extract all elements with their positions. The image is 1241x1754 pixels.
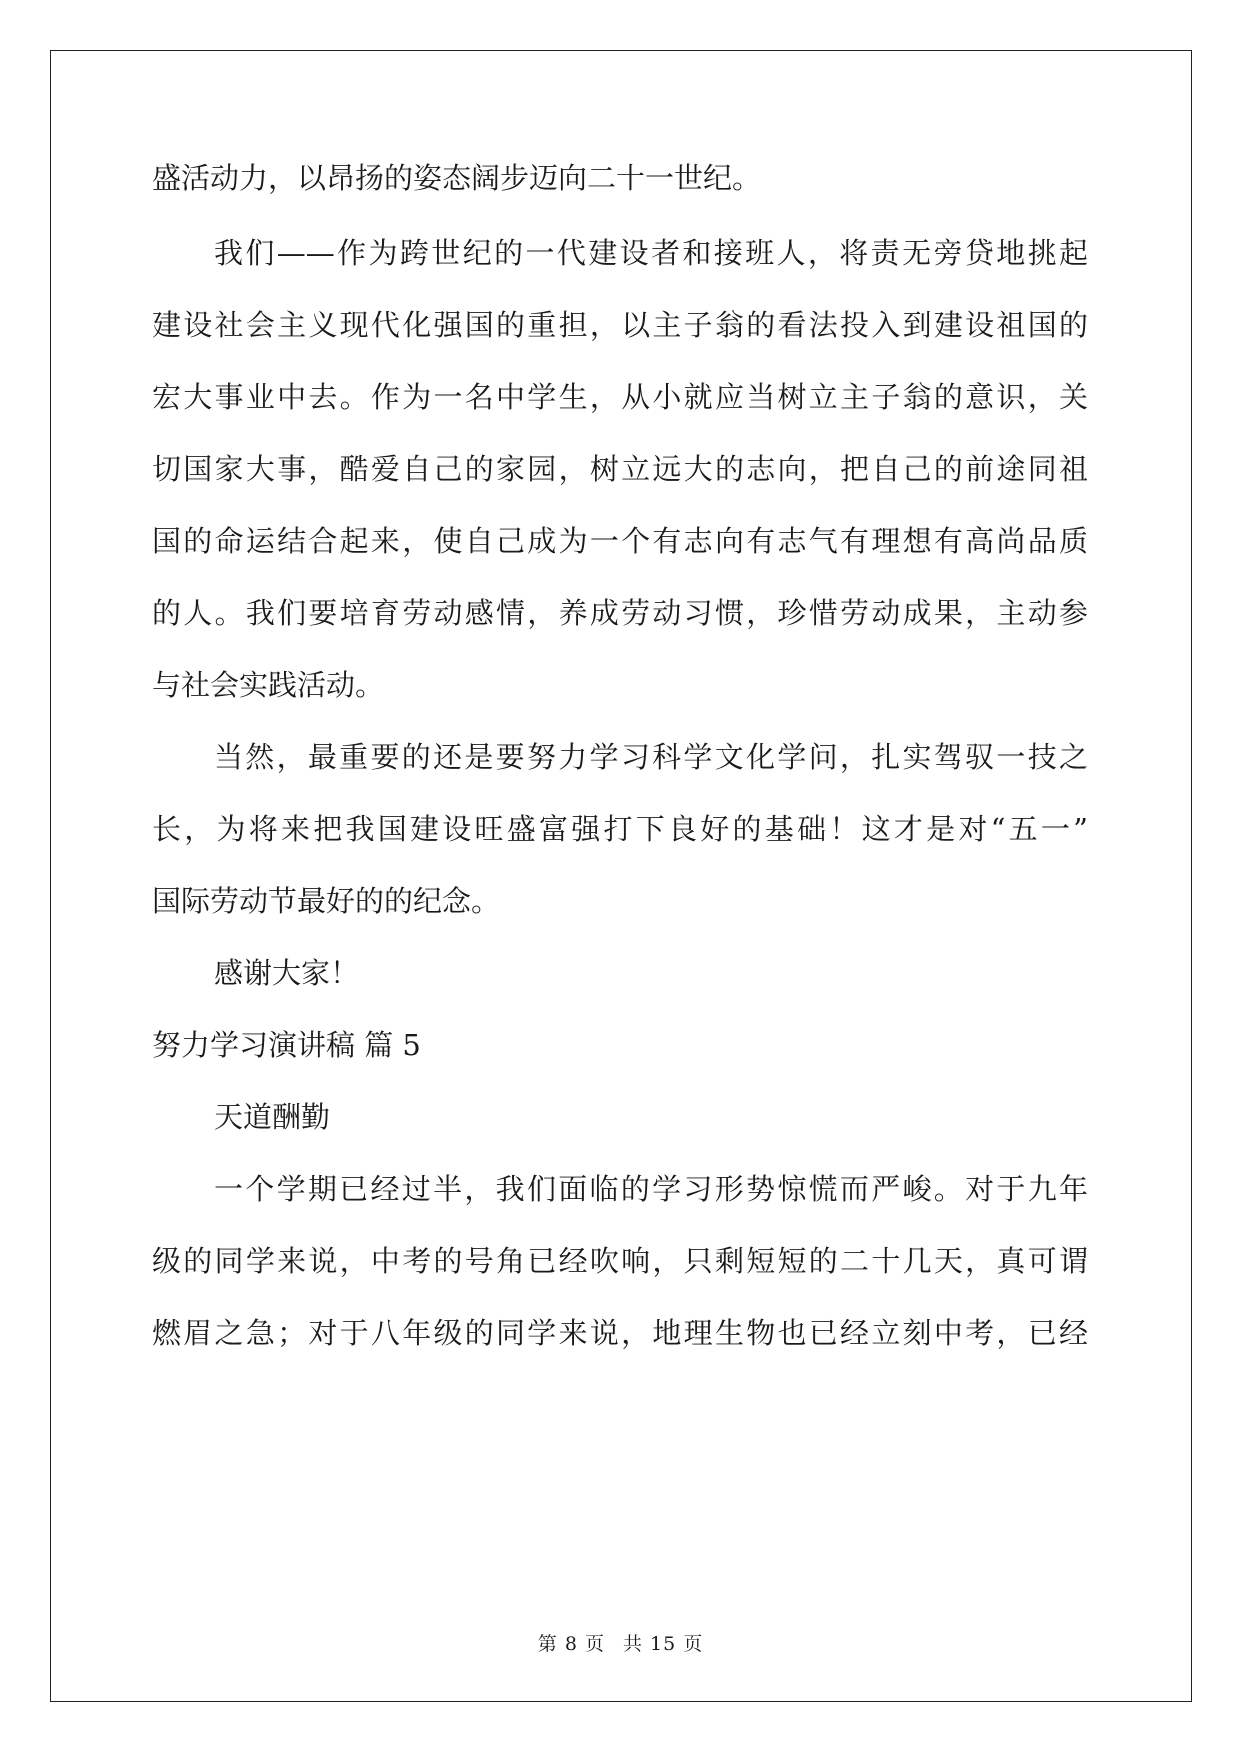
section-heading: 努力学习演讲稿 篇 5: [152, 1028, 421, 1062]
page-border: [50, 50, 1192, 1702]
body-line: 燃眉之急；对于八年级的同学来说，地理生物也已经立刻中考，已经: [152, 1316, 1088, 1350]
page-footer: [0, 1632, 1241, 1656]
closing-line: 感谢大家！: [214, 956, 360, 990]
body-line: 建设社会主义现代化强国的重担，以主子翁的看法投入到建设祖国的: [152, 308, 1088, 342]
body-line: 国的命运结合起来，使自己成为一个有志向有志气有理想有高尚品质: [152, 524, 1088, 558]
body-line: 切国家大事，酷爱自己的家园，树立远大的志向，把自己的前途同祖: [152, 452, 1088, 486]
page-total: 共 15 页: [622, 1633, 704, 1655]
body-line: 我们——作为跨世纪的一代建设者和接班人，将责无旁贷地挑起: [214, 236, 1088, 270]
body-line: 盛活动力，以昂扬的姿态阔步迈向二十一世纪。: [152, 161, 762, 195]
body-line: 长，为将来把我国建设旺盛富强打下良好的基础！这才是对“五一”: [152, 812, 1088, 846]
body-line: 一个学期已经过半，我们面临的学习形势惊慌而严峻。对于九年: [214, 1172, 1088, 1206]
body-line: 的人。我们要培育劳动感情，养成劳动习惯，珍惜劳动成果，主动参: [152, 596, 1088, 630]
page-number: 第 8 页: [537, 1633, 605, 1655]
body-line: 当然，最重要的还是要努力学习科学文化学问，扎实驾驭一技之: [214, 740, 1088, 774]
body-line: 级的同学来说，中考的号角已经吹响，只剩短短的二十几天，真可谓: [152, 1244, 1088, 1278]
body-line: 与社会实践活动。: [152, 668, 385, 702]
speech-title: 天道酬勤: [214, 1100, 331, 1134]
body-line: 国际劳动节最好的的纪念。: [152, 884, 501, 918]
body-line: 宏大事业中去。作为一名中学生，从小就应当树立主子翁的意识，关: [152, 380, 1088, 414]
